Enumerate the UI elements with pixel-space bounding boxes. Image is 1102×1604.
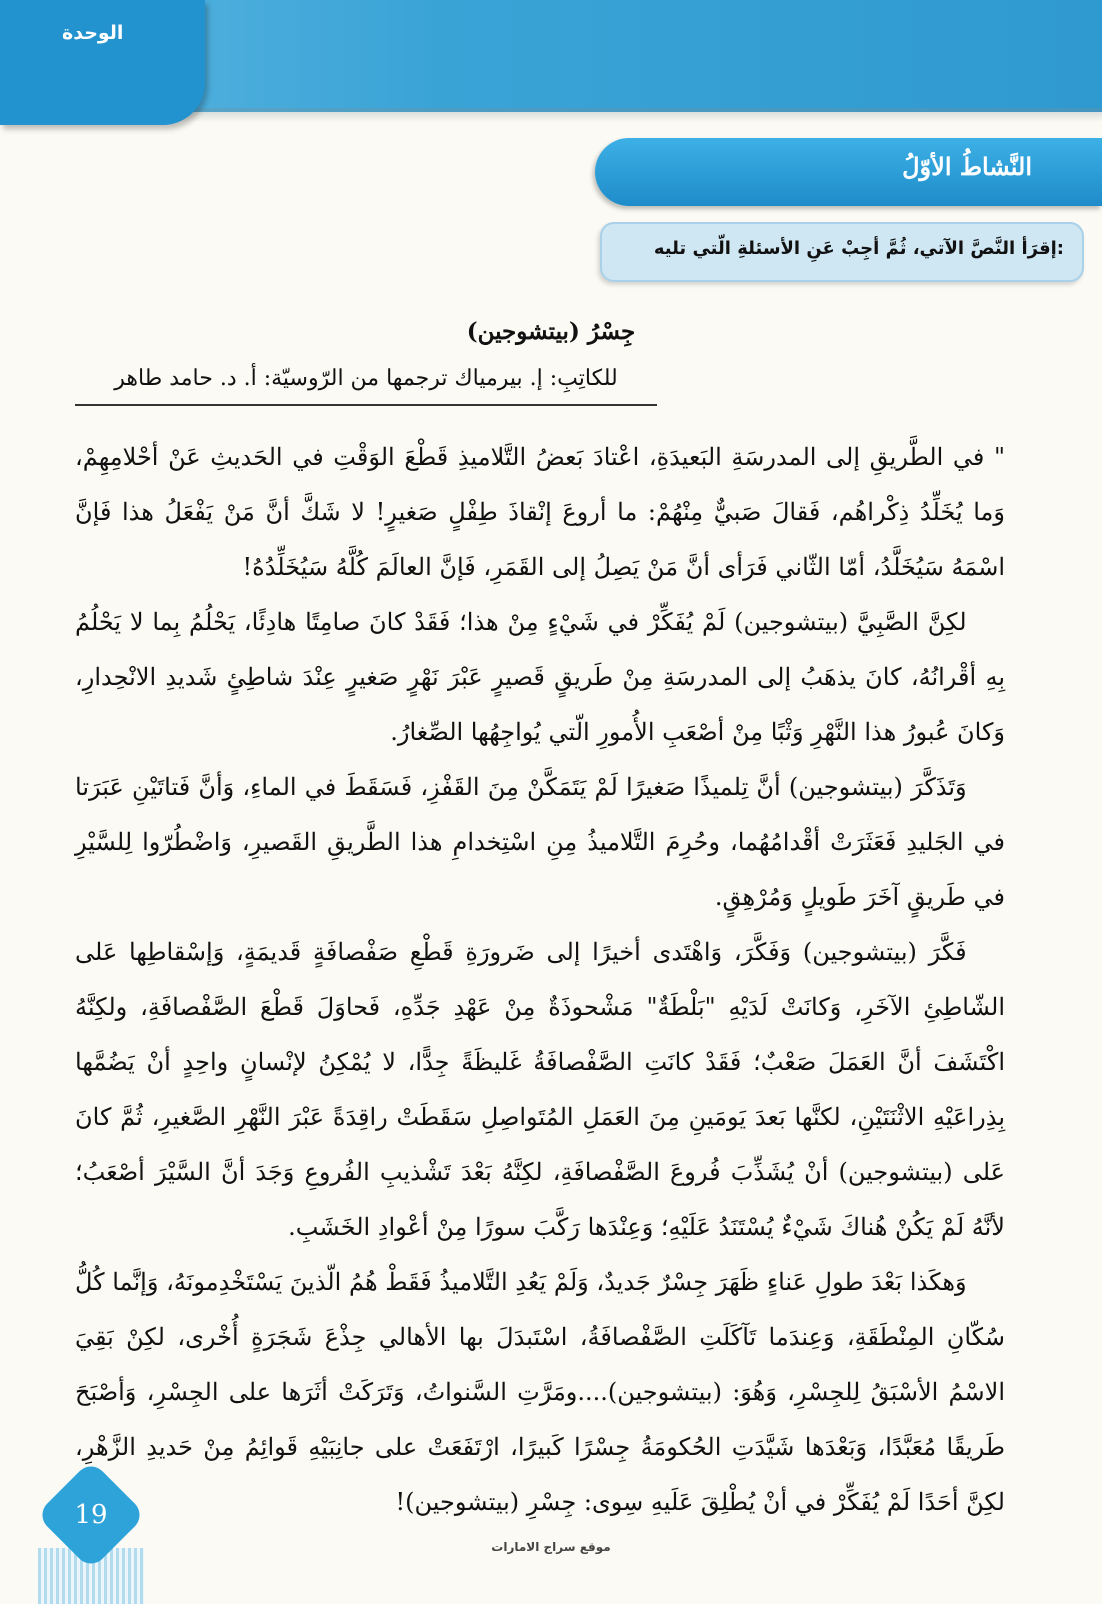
page-number: 19 — [74, 1500, 108, 1530]
activity-title: النَّشاطُ الأوّلُ — [902, 152, 1032, 181]
story-paragraph: " في الطَّريقِ إلى المدرسَةِ البَعيدَةِ، اعْتادَ بَعضُ التَّلاميذِ قَطْعَ الوَقْتِ في الحَديثِ عَنْ أحْلامِهِمْ، وَما يُخَلِّدُ ذِكْراهُم، فَقالَ صَبيٌّ مِنْهُمْ: ما أروعَ إنْقاذَ طِفْلٍ صَغيرٍ! لا شَكَّ أنَّ مَنْ يَفْعَلُ هذا فَإنَّ اسْمَهُ سَيُخَلَّدُ، أمّا الثّاني فَرَأى أنَّ مَنْ يَصِلُ إلى القَمَرِ، فَإنَّ العالَمَ كُلَّهُ سَيُخَلِّدُهُ! — [75, 443, 1005, 581]
unit-label: الوحدة — [62, 22, 124, 44]
author-line: للكاتِبِ: إ. بيرمياك ترجمها من الرّوسيّة: أ. د. حامد طاهر — [75, 366, 657, 406]
instruction-box — [600, 222, 1084, 282]
story-body — [75, 430, 1005, 1530]
activity-title-bar — [595, 138, 1102, 206]
story-title: جِسْرُ (بيتشوجين) — [466, 318, 636, 345]
instruction-text: إقرَأ النَّصَّ الآتي، ثُمَّ أجِبْ عَنِ الأسئلةِ الّتي تليه: — [653, 238, 1064, 259]
story-paragraph: وَهكَذا بَعْدَ طولِ عَناءٍ ظَهَرَ جِسْرٌ جَديدٌ، وَلَمْ يَعُدِ التَّلاميذُ فَقَطْ هُمُ الّذينَ يَسْتَخْدِمونَهُ، وَإنَّما كُلُّ سُكّانِ المِنْطَقَةِ، وَعِندَما تَآكَلَتِ الصَّفْصافَةُ، اسْتَبدَلَ بها الأهالي جِذْعَ شَجَرَةٍ أُخْرى، لكِنْ بَقِيَ الاسْمُ الأسْبَقُ لِلجِسْرِ، وَهُوَ: (بيتشوجين)....ومَرَّتِ السَّنواتُ، وَتَرَكَتْ أثَرَها على الجِسْرِ، وَأصْبَحَ طَريقًا مُعَبَّدًا، وَبَعْدَها شَيَّدَتِ الحُكومَةُ جِسْرًا كَبيرًا، ارْتَفَعَتْ على جانِبَيْهِ قَوائِمُ مِنْ حَديدِ الزَّهْرِ، لكِنَّ أحَدًا لَمْ يُفَكِّرْ في أنْ يُطْلِقَ عَلَيهِ سِوى: جِسْرِ (بيتشوجين)! — [75, 1268, 1005, 1516]
story-paragraph: فَكَّرَ (بيتشوجين) وَفَكَّرَ، وَاهْتَدى أخيرًا إلى ضَرورَةِ قَطْعِ صَفْصافَةٍ قَديمَةٍ، وَإسْقاطِها عَلى الشّاطِئِ الآخَرِ، وَكانَتْ لَدَيْهِ "بَلْطَةٌ" مَشْحوذَةٌ مِنْ عَهْدِ جَدِّهِ، فَحاوَلَ قَطْعَ الصَّفْصافَةِ، ولكِنَّهُ اكْتَشَفَ أنَّ العَمَلَ صَعْبٌ؛ فَقَدْ كانَتِ الصَّفْصافَةُ غَليظَةً جِدًّا، لا يُمْكِنُ لإنْسانٍ واحِدٍ أنْ يَضُمَّها بِذِراعَيْهِ الاثْنَتَيْنِ، لكنَّها بَعدَ يَومَينِ مِنَ العَمَلِ المُتَواصِلِ سَقَطَتْ راقِدَةً عَبْرَ النَّهْرِ الصَّغيرِ، ثُمَّ كانَ عَلى (بيتشوجين) أنْ يُشَذِّبَ فُروعَ الصَّفْصافَةِ، لكِنَّهُ بَعْدَ تَشْذيبِ الفُروعِ وَجَدَ أنَّ السَّيْرَ أصْعَبُ؛ لأنَّهُ لَمْ يَكُنْ هُناكَ شَيْءٌ يُسْتَنَدُ عَلَيْهِ؛ وَعِنْدَها رَكَّبَ سورًا مِنْ أعْوادِ الخَشَبِ. — [75, 938, 1005, 1241]
unit-tab — [0, 0, 205, 125]
footer-site-label: موقع سراج الامارات — [491, 1540, 611, 1554]
story-paragraph: وَتَذَكَّرَ (بيتشوجين) أنَّ تِلميذًا صَغيرًا لَمْ يَتَمَكَّنْ مِنَ القَفْزِ، فَسَقَطَ في الماءِ، وَأنَّ فَتاتَيْنِ عَبَرَتا في الجَليدِ فَعَثَرَتْ أقْدامُهُما، وحُرِمَ التَّلاميذُ مِنِ اسْتِخدامِ هذا الطَّريقِ القَصيرِ، وَاضْطُرّوا لِلسَّيْرِ في طَريقٍ آخَرَ طَويلٍ وَمُرْهِقٍ. — [75, 773, 1005, 911]
story-paragraph: لكِنَّ الصَّبِيَّ (بيتشوجين) لَمْ يُفَكِّرْ في شَيْءٍ مِنْ هذا؛ فَقَدْ كانَ صامِتًا هادِئًا، يَحْلُمُ بِما لا يَحْلُمُ بِهِ أقْرانُهُ، كانَ يذهَبُ إلى المدرسَةِ مِنْ طَريقٍ قَصيرٍ عَبْرَ نَهْرٍ صَغيرٍ عِنْدَ شاطِئٍ شَديدِ الانْحِدارِ، وَكانَ عُبورُ هذا النَّهْرِ وَثْبًا مِنْ أصْعَبِ الأُمورِ الّتي يُواجِهُها الصِّغارُ. — [75, 608, 1005, 746]
